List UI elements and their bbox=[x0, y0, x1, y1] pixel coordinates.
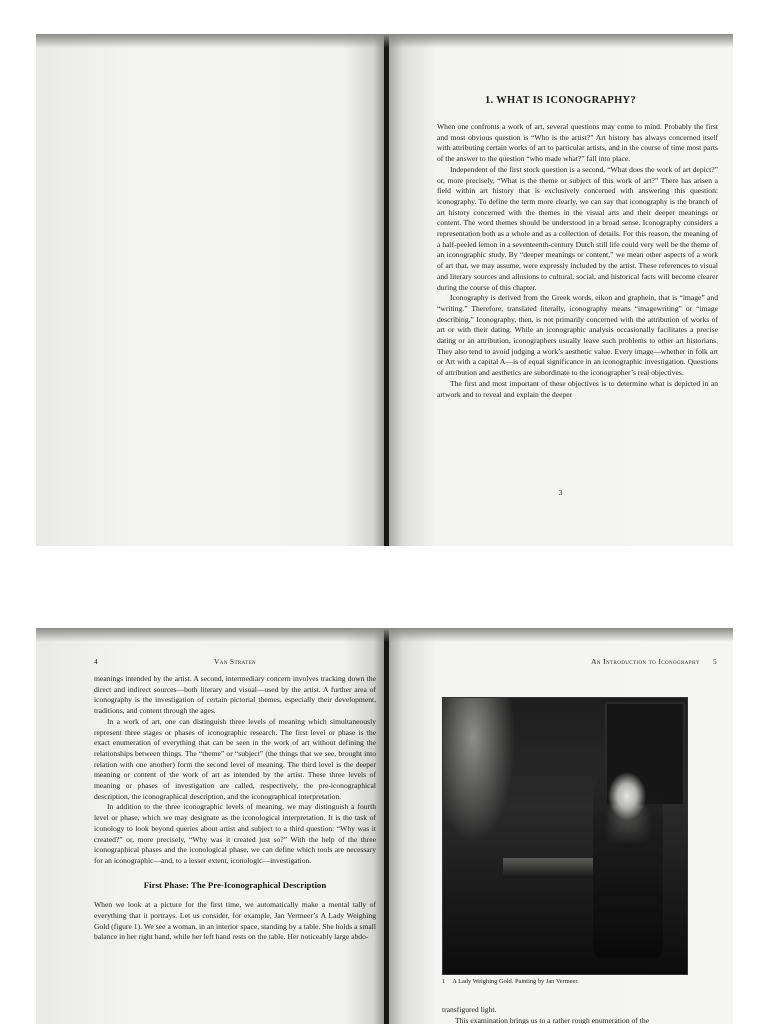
painting-woman-shape bbox=[593, 768, 663, 958]
paragraph: In addition to the three iconographic levels of meaning, we may distinguish a fourth level or phase, which we may designate as the iconological interpretation. It is the task of iconology to look beyond queries about artist and subject to a third question: “Why was it created?” or, more precisely, “Why was it created just so?” With the help of the three iconographical phases and the iconological phase, we can define which tools are necessary for an iconographic—and, to a lesser extent, iconologic—investigation. bbox=[94, 802, 376, 865]
paragraph: Iconography is derived from the Greek words, eikon and graphein, that is “image” and “writing.” Therefore, translated literally, iconography means “imagewriting” or “image describing.” Iconography, then, is not primarily concerned with the attribution of works of art or with their dating. While an iconographic analysis occasionally facilitates a precise dating or an attribution, iconographers usually leave such problems to other art historians. They also tend to avoid judging a work’s aesthetic value. Every image—whether in folk art or Art with a capital A—is of equal significance in an iconographic investigation. Questions of attribution and aesthetics are subordinate to the iconographer’s real objectives. bbox=[437, 293, 718, 378]
paragraph: meanings intended by the artist. A second, intermediary concern involves tracking down the direct and indirect sources—both literary and visual—used by the artist. A further area of iconography is the investigation of certain pictorial themes, especially their development, traditions, and content through the ages. bbox=[94, 674, 376, 716]
running-head-book-title: An Introduction to Iconography bbox=[591, 657, 700, 666]
page-number: 5 bbox=[713, 657, 718, 666]
book-gutter bbox=[384, 34, 389, 546]
book-gutter bbox=[384, 628, 389, 1024]
paragraph: Independent of the first stock question is a second, “What does the work of art depict?” or, more precisely, “What is the theme or subject of this work of art?” There has arisen a field within art history that is exclusively concerned with answering this question: iconography. To define the term more clearly, we can say that iconography is the branch of art history concerned with the themes in the visual arts and their deeper meanings or content. The word themes should be understood in a broad sense. Iconography considers a representation both as a whole and as a collection of details. For this reason, the meaning of a half-peeled lemon in a seventeenth-century Dutch still life could very well be the theme of an iconographic study. By “deeper meanings or content,” we mean other aspects of a work of art that, we may assume, were expressly included by the artist. These references to visual and literary sources and allusions to cultural, social, and historical facts will become clearer during the course of this chapter. bbox=[437, 164, 718, 292]
blank-left-page bbox=[36, 34, 384, 546]
paragraph: In a work of art, one can distinguish three levels of meaning which simultaneously represent three stages or phases of iconographic research. The first level or phase is the exact enumeration of everything that can be seen in the work of art without defining the relationships between things. The “theme” or “subject” (the things that we see, brought into relation with one another) form the second level of meaning. The third level is the deeper meaning or content of the work of art as intended by the artist. These three levels of meaning or phases of investigation are called, respectively, the pre-iconographical description, the iconographical description, and the iconographical interpretation. bbox=[94, 716, 376, 801]
figure-vermeer-painting bbox=[442, 697, 688, 975]
text-line: This examination brings us to a rather rough enumeration of the bbox=[455, 1015, 650, 1024]
page-edge-shadow bbox=[36, 34, 733, 48]
page-5-body-text bbox=[442, 1005, 702, 1024]
paragraph: The first and most important of these objectives is to determine what is depicted in an artwork and to reveal and explain the deeper bbox=[437, 378, 718, 399]
top-book-spread bbox=[36, 34, 733, 546]
figure-number: 1 bbox=[442, 978, 446, 985]
section-heading: First Phase: The Pre-Iconographical Description bbox=[143, 879, 327, 890]
figure-caption bbox=[442, 978, 702, 985]
page-edge-shadow bbox=[36, 628, 733, 642]
page-number: 4 bbox=[94, 657, 99, 666]
bottom-book-spread bbox=[36, 628, 733, 1024]
paragraph: When one confronts a work of art, several questions may come to mind. Probably the first and most obvious question is “Who is the artist?” Art history has always concerned itself with attributing certain works of art to particular artists, and in the course of time most parts of the answer to the question “who made what?” fall into place. bbox=[437, 122, 718, 164]
page-number: 3 bbox=[558, 488, 563, 497]
page-4-body-text bbox=[94, 674, 376, 943]
running-head-author: Van Straten bbox=[213, 657, 257, 666]
page-3-body-text bbox=[437, 122, 718, 400]
figure-caption-text: A Lady Weighing Gold. Painting by Jan Vermeer. bbox=[452, 978, 579, 985]
text-line: transfigured light. bbox=[442, 1005, 497, 1014]
paragraph: When we look at a picture for the first time, we automatically make a mental tally of everything that it portrays. Let us consider, for example, Jan Vermeer’s A Lady Weighing Gold (figure 1). We see a woman, in an interior space, standing by a table. She holds a small balance in her right hand, while her left hand rests on the table. Her noticeably large abdo- bbox=[94, 900, 376, 942]
chapter-title: 1. WHAT IS ICONOGRAPHY? bbox=[484, 95, 636, 106]
